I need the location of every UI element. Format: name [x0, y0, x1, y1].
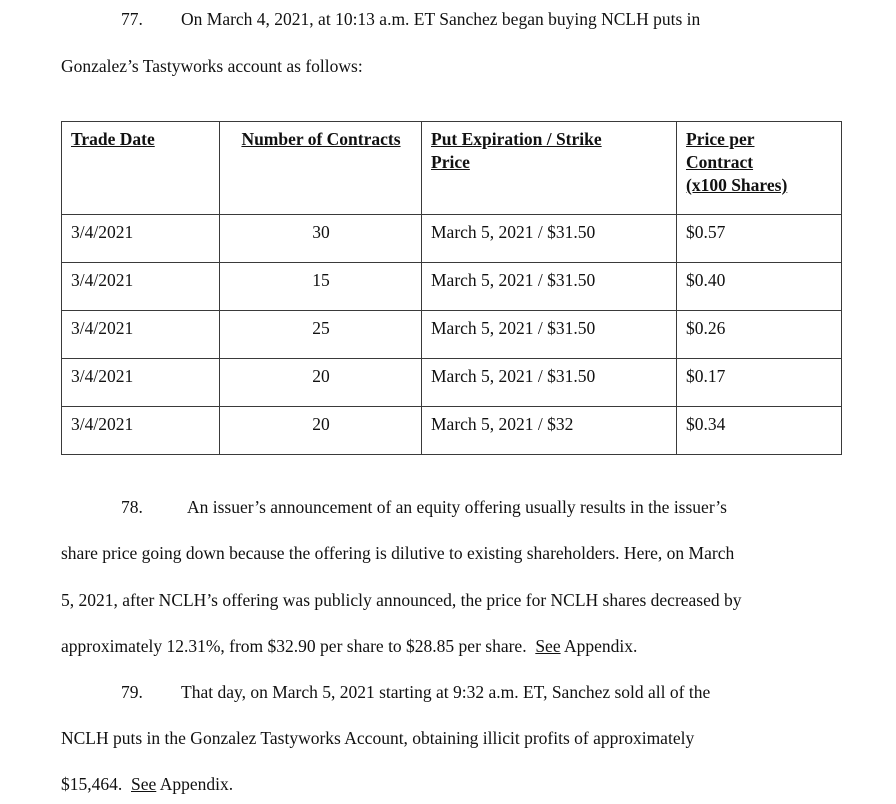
cell-contracts: 20 [220, 359, 422, 407]
paragraph-78-line-2: share price going down because the offering is dilutive to existing shareholders. Here, on March [61, 543, 735, 563]
see-reference: See [535, 636, 561, 656]
table-header-row [62, 122, 842, 215]
cell-price: $0.40 [677, 263, 842, 311]
paragraph-79-line-2: NCLH puts in the Gonzalez Tastyworks Account, obtaining illicit profits of approximately [61, 728, 695, 748]
header-price: Price per Contract (x100 Shares) [677, 122, 842, 215]
paragraph-77-line-1 [121, 9, 700, 29]
header-contracts: Number of Contracts [220, 122, 422, 215]
paragraph-79-line-1 [121, 682, 710, 702]
cell-trade-date: 3/4/2021 [62, 263, 220, 311]
header-expiration: Put Expiration / Strike Price [422, 122, 677, 215]
paragraph-text: On March 4, 2021, at 10:13 a.m. ET Sanchez began buying NCLH puts in [181, 9, 701, 29]
paragraph-number: 78. [121, 497, 143, 517]
cell-expiration: March 5, 2021 / $31.50 [422, 311, 677, 359]
cell-contracts: 15 [220, 263, 422, 311]
cell-contracts: 25 [220, 311, 422, 359]
header-trade-date: Trade Date [62, 122, 220, 215]
cell-price: $0.34 [677, 407, 842, 455]
trades-table [61, 121, 842, 455]
paragraph-79-line-3 [61, 774, 233, 794]
cell-expiration: March 5, 2021 / $32 [422, 407, 677, 455]
table-row [62, 215, 842, 263]
paragraph-number: 77. [121, 9, 143, 29]
cell-expiration: March 5, 2021 / $31.50 [422, 215, 677, 263]
table-row [62, 407, 842, 455]
cell-contracts: 20 [220, 407, 422, 455]
cell-price: $0.26 [677, 311, 842, 359]
cell-trade-date: 3/4/2021 [62, 215, 220, 263]
table-row [62, 359, 842, 407]
appendix-reference: Appendix. [560, 636, 638, 656]
table-row [62, 311, 842, 359]
paragraph-text: $15,464. [61, 774, 131, 794]
cell-trade-date: 3/4/2021 [62, 311, 220, 359]
appendix-reference: Appendix. [156, 774, 234, 794]
cell-expiration: March 5, 2021 / $31.50 [422, 359, 677, 407]
cell-expiration: March 5, 2021 / $31.50 [422, 263, 677, 311]
cell-price: $0.17 [677, 359, 842, 407]
paragraph-78-line-4 [61, 636, 637, 656]
paragraph-text: approximately 12.31%, from $32.90 per share to $28.85 per share. [61, 636, 536, 656]
cell-trade-date: 3/4/2021 [62, 407, 220, 455]
cell-trade-date: 3/4/2021 [62, 359, 220, 407]
paragraph-77-line-2: Gonzalez’s Tastyworks account as follows: [61, 56, 363, 76]
paragraph-78-line-3: 5, 2021, after NCLH’s offering was publicly announced, the price for NCLH shares decreased by [61, 590, 742, 610]
cell-price: $0.57 [677, 215, 842, 263]
cell-contracts: 30 [220, 215, 422, 263]
table-row [62, 263, 842, 311]
paragraph-text: An issuer’s announcement of an equity offering usually results in the issuer’s [187, 497, 727, 517]
paragraph-78-line-1 [121, 497, 727, 517]
paragraph-number: 79. [121, 682, 143, 702]
paragraph-text: That day, on March 5, 2021 starting at 9:32 a.m. ET, Sanchez sold all of the [181, 682, 711, 702]
see-reference: See [131, 774, 157, 794]
